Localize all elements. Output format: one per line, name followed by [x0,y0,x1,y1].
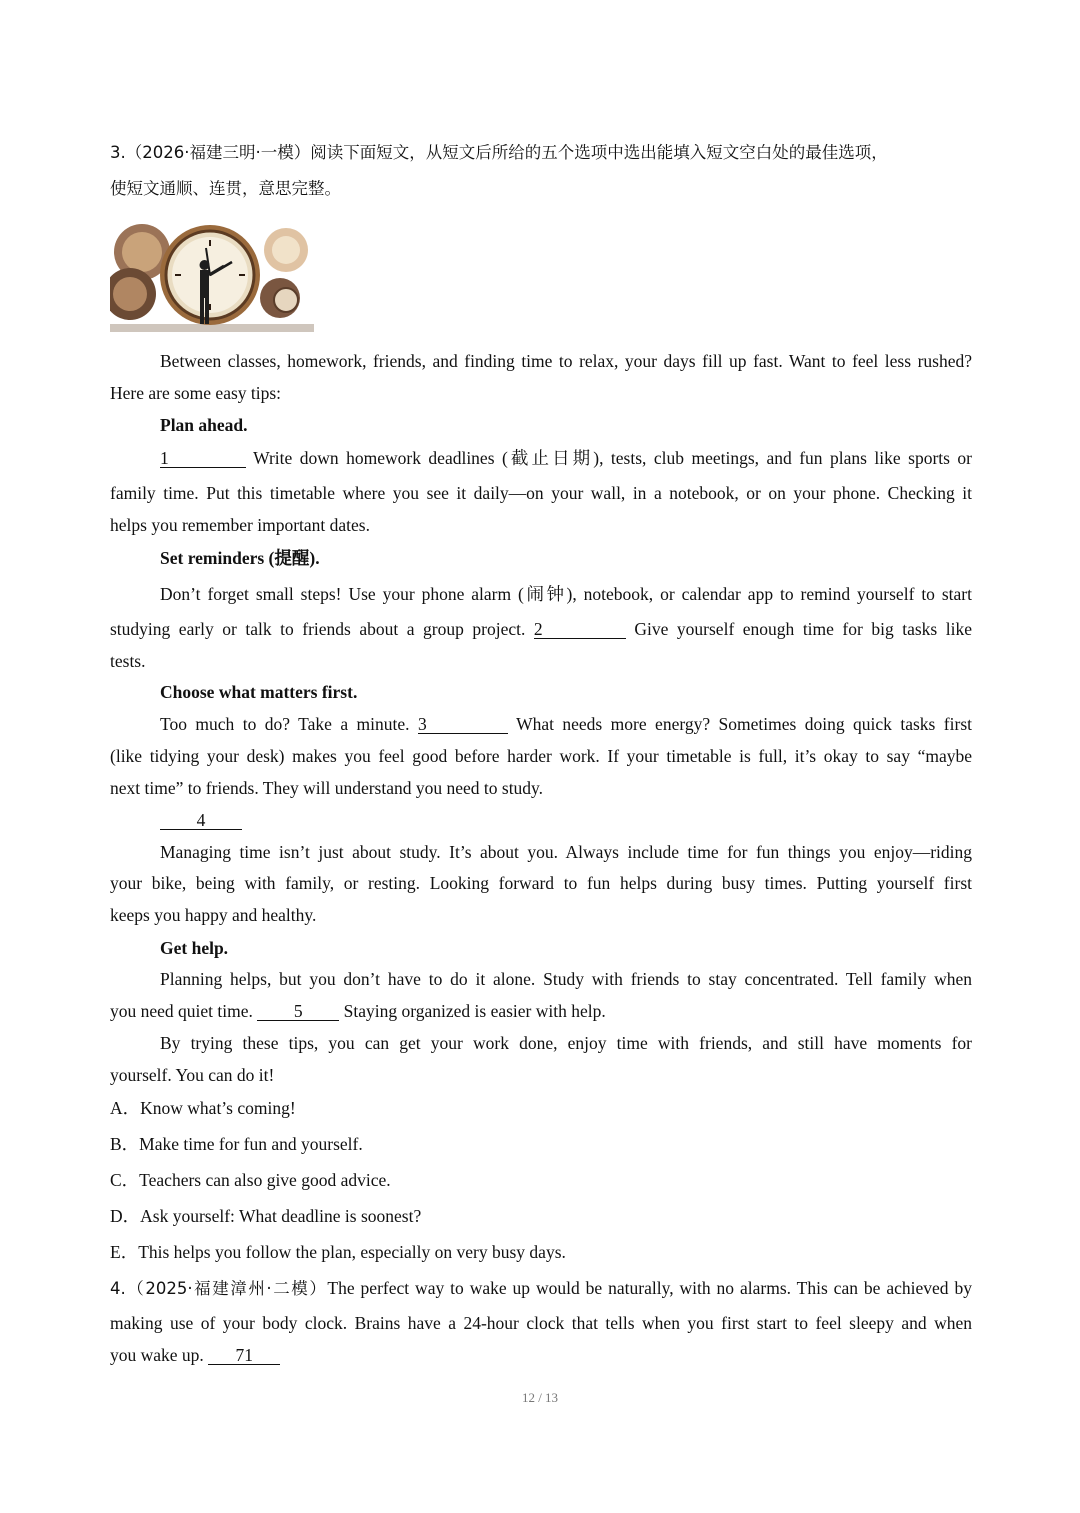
blank-4[interactable]: 4 [160,811,242,830]
para6-line2 [110,999,972,1023]
heading-plan-ahead [110,413,972,437]
option-e[interactable]: E．This helps you follow the plan, especially on very busy days. [110,1242,566,1262]
q4-line1-text: The perfect way to wake up would be naturally, with no alarms. This can be achieved by [327,1278,972,1298]
para3-line1: Don’t forget small steps! Use your phone alarm (闹钟), notebook, or calendar app to remind yourself to start [160,584,972,604]
para5-line2: your bike, being with family, or resting. Looking forward to fun helps during busy times. Putting yourself first [110,873,972,893]
para4-line2: (like tidying your desk) makes you feel good before harder work. If your timetable is full, it’s okay to say “maybe [110,746,972,766]
para4-line1-pre: Too much to do? Take a minute. [160,714,410,734]
para2-line1-text: Write down homework deadlines (截止日期), tests, club meetings, and fun plans like sports or [253,448,972,468]
q3-heading-line2: 使短文通顺、连贯，意思完整。 [110,179,341,198]
heading-get-help-text: Get help. [160,938,229,958]
para3-line3: tests. [110,651,146,671]
blank-3[interactable]: 3 [418,715,508,734]
blank-4-line [110,808,972,832]
para3-line2-post: Give yourself enough time for big tasks like [634,619,972,639]
para2-line2: family time. Put this timetable where you see it daily—on your wall, in a notebook, or on your phone. Checking it [110,483,972,503]
q3-heading-line1: 3.（2026·福建三明·一模）阅读下面短文，从短文后所给的五个选项中选出能填入短文空白处的最佳选项， [110,143,888,162]
heading-set-reminders [110,546,972,570]
option-c[interactable]: C．Teachers can also give good advice. [110,1170,391,1190]
q4-blank-71[interactable]: 71 [208,1346,280,1365]
heading-set-reminders-text: Set reminders (提醒). [160,548,320,568]
para6-line2-pre: you need quiet time. [110,1001,253,1021]
option-d[interactable]: D．Ask yourself: What deadline is soonest? [110,1206,422,1226]
para4-line3: next time” to friends. They will understand you need to study. [110,778,544,798]
heading-get-help [110,936,972,960]
para3-line2-pre: studying early or talk to friends about a group project. [110,619,526,639]
para1-line1: Between classes, homework, friends, and finding time to relax, your days fill up fast. Want to feel less rushed? [160,351,972,371]
blank-2[interactable]: 2 [534,620,626,639]
q4-heading: 4.（2025·福建漳州·二模） [110,1279,328,1298]
q4-line3 [110,1343,972,1367]
para2-line1 [110,446,972,470]
q4-line3-pre: you wake up. [110,1345,204,1365]
q4-line2: making use of your body clock. Brains have a 24-hour clock that tells when you first start to feel sleepy and when [110,1313,972,1333]
para5-line1: Managing time isn’t just about study. It’s about you. Always include time for fun things you enjoy—riding [160,842,972,862]
heading-choose [110,680,972,704]
para6-line1: Planning helps, but you don’t have to do it alone. Study with friends to stay concentrated. Tell family when [160,969,972,989]
para6-line2-post: Staying organized is easier with help. [343,1001,606,1021]
page-number: 12 / 13 [521,1390,559,1405]
para7-line1: By trying these tips, you can get your work done, enjoy time with friends, and still have moments for [160,1033,972,1053]
option-a[interactable]: A．Know what’s coming! [110,1098,296,1118]
para2-line3: helps you remember important dates. [110,515,370,535]
blank-5[interactable]: 5 [257,1002,339,1021]
para4-line1 [110,712,972,736]
para4-line1-post: What needs more energy? Sometimes doing quick tasks first [516,714,972,734]
para1-line2: Here are some easy tips: [110,383,282,403]
heading-plan-ahead-text: Plan ahead. [160,415,248,435]
para3-line2 [110,617,972,641]
blank-1[interactable]: 1 [160,449,246,468]
para7-line2: yourself. You can do it! [110,1065,275,1085]
para5-line3: keeps you happy and healthy. [110,905,317,925]
q4-line1 [110,1276,972,1301]
clock-illustration [110,220,314,332]
heading-choose-text: Choose what matters first. [160,682,358,702]
option-b[interactable]: B．Make time for fun and yourself. [110,1134,363,1154]
